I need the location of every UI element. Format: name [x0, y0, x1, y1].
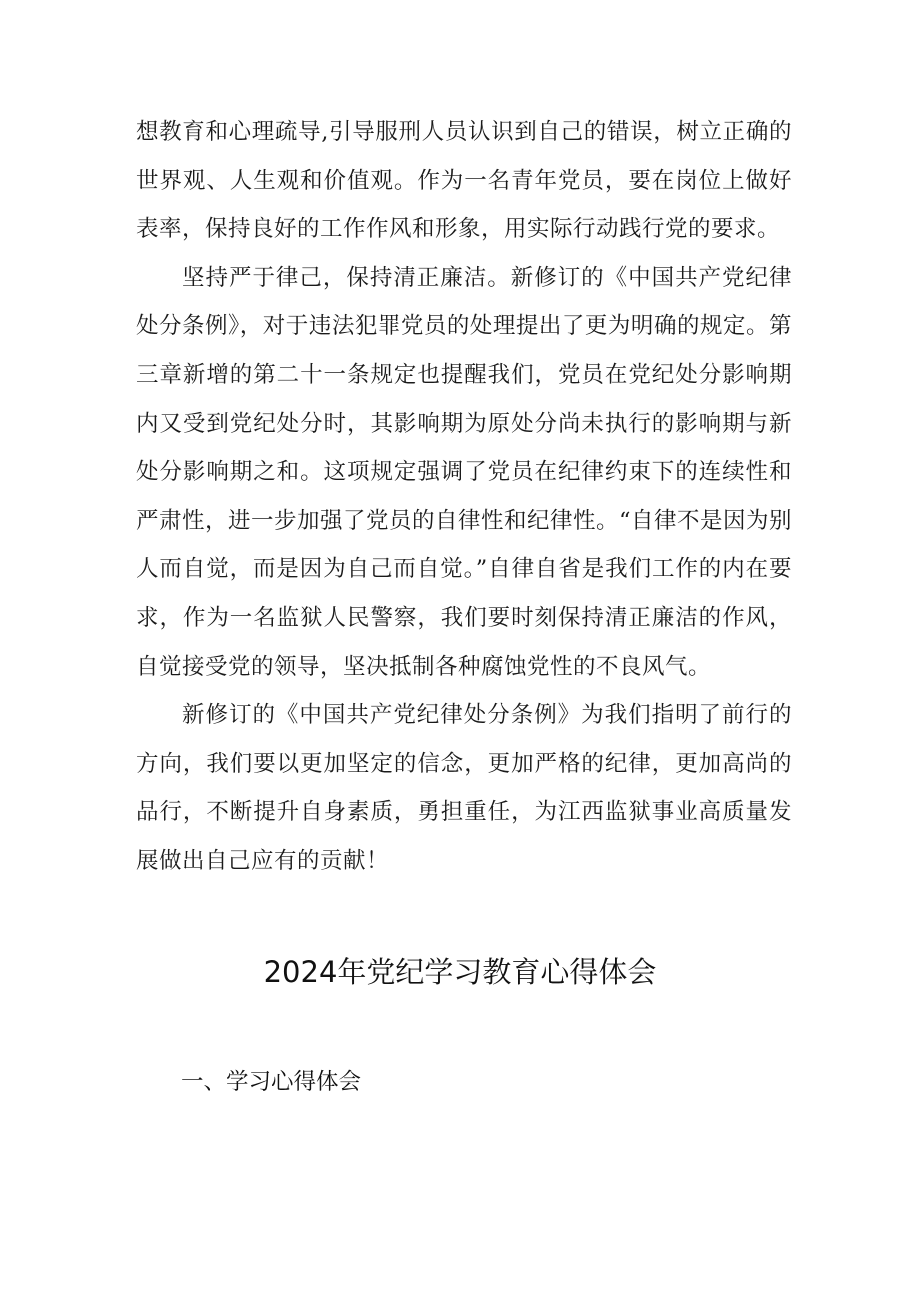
paragraph-conclusion: 新修订的《中国共产党纪律处分条例》为我们指明了前行的方向，我们要以更加坚定的信念，更加严格的纪律，更加高尚的品行，不断提升自身素质，勇担重任，为江西监狱事业高质量发展做出自己应有的贡献！: [136, 702, 792, 874]
paragraph-continuation: 想教育和心理疏导,引导服刑人员认识到自己的错误，树立正确的世界观、人生观和价值观。作为一名青年党员，要在岗位上做好表率，保持良好的工作作风和形象，用实际行动践行党的要求。: [136, 119, 792, 243]
paragraph-self-discipline: 坚持严于律己，保持清正廉洁。新修订的《中国共产党纪律处分条例》，对于违法犯罪党员的处理提出了更为明确的规定。第三章新增的第二十一条规定也提醒我们，党员在党纪处分影响期内又受到党纪处分时，其影响期为原处分尚未执行的影响期与新处分影响期之和。这项规定强调了党员在纪律约束下的连续性和严肃性，进一步加强了党员的自律性和纪律性。“自律不是因为别人而自觉，而是因为自己而自觉。”自律自省是我们工作的内在要求，作为一名监狱人民警察，我们要时刻保持清正廉洁的作风，自觉接受党的领导，坚决抵制各种腐蚀党性的不良风气。: [136, 264, 793, 680]
section-heading: 一、学习心得体会: [181, 1069, 362, 1095]
document-title: 2024年党纪学习教育心得体会: [263, 955, 657, 989]
body-text: [136, 108, 792, 886]
